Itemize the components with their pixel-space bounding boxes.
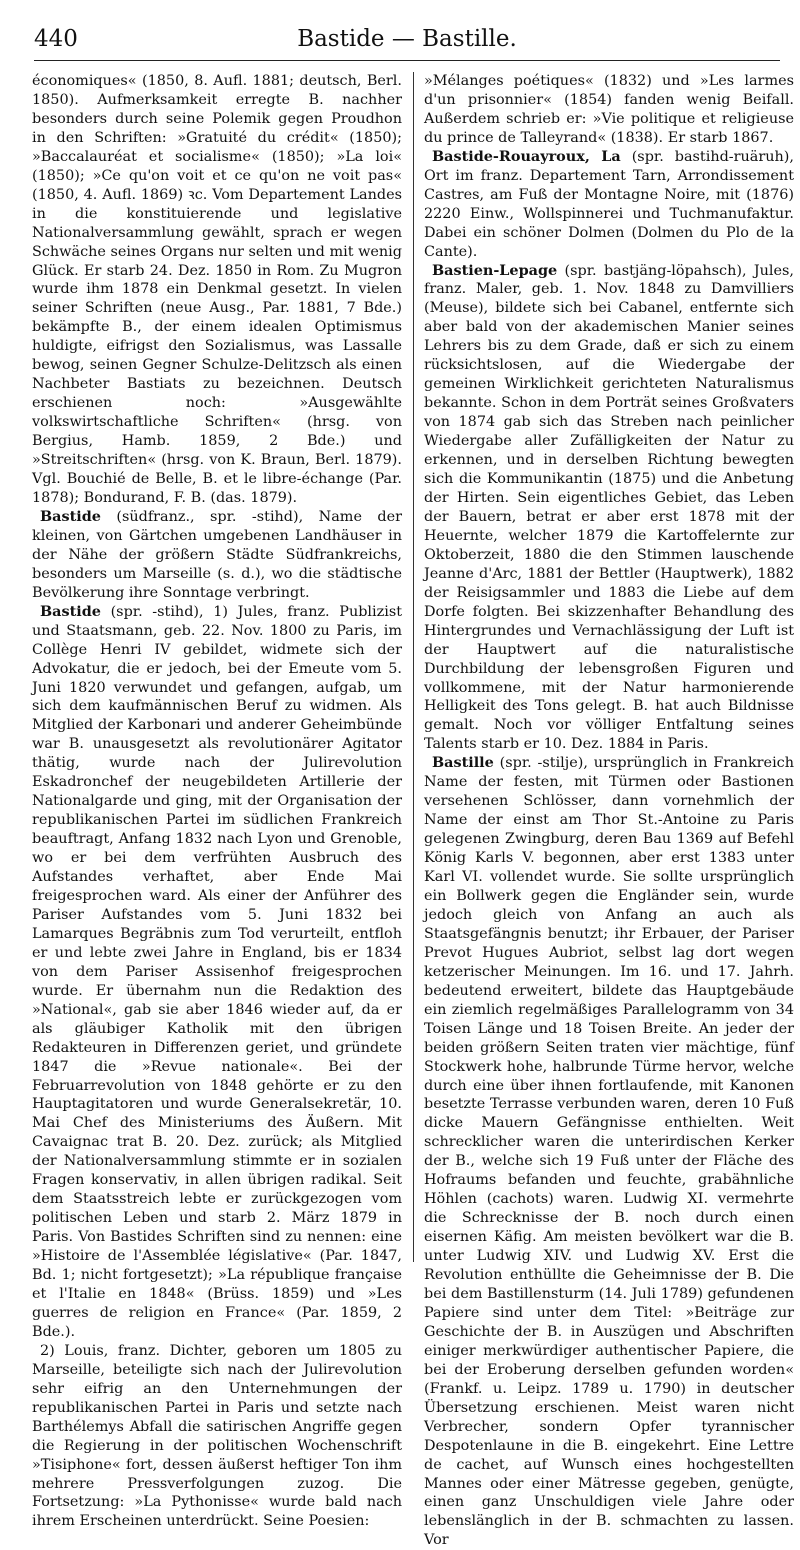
dictionary-entry	[424, 754, 794, 1550]
left-column	[32, 72, 402, 1530]
page-header	[34, 20, 780, 60]
dictionary-entry	[32, 603, 402, 1342]
entry-text: 2) Louis, franz. Dichter, geboren um 1805 zu Marseille, beteiligte sich nach der Julirevolution sehr eifrig an den Unternehmungen der republikanischen Partei in Paris und setzte nach Barthélemys Abfall die satirischen Angriffe gegen die Regierung in der politischen Wochenschrift »Tisiphone« fort, dessen äußerst heftiger Ton ihm mehrere Pressverfolgungen zuzog. Die Fortsetzung: »La Pythonisse« wurde bald nach ihrem Erscheinen unterdrückt. Seine Poesien:	[32, 1342, 402, 1530]
entry-text: »Mélanges poétiques« (1832) und »Les larmes d'un prisonnier« (1854) fanden wenig Beifall. Außerdem schrieb er: »Vie politique et religieuse du prince de Talleyrand« (1838). Er starb 1867.	[424, 73, 794, 146]
entry-headword: Bastide-Rouayroux, La	[432, 147, 621, 165]
dictionary-entry	[32, 1342, 402, 1532]
entry-text: (spr. -stilje), ursprünglich in Frankreich Name der festen, mit Türmen oder Bastionen versehenen Schlösser, dann vornehmlich der Name der einst am Thor St.-Antoine zu Paris gelegenen Zwingburg, deren Bau 1369 auf Befehl König Karls V. begonnen, aber erst 1383 unter Karl VI. vollendet wurde. Sie sollte ursprünglich ein Bollwerk gegen die Engländer sein, wurde jedoch gleich von Anfang an auch als Staatsgefängnis benutzt; ihr Erbauer, der Pariser Prevot Hugues Aubriot, selbst lag dort wegen ketzerischer Meinungen. Im 16. und 17. Jahrh. bedeutend erweitert, bildete das Hauptgebäude ein ziemlich regelmäßiges Parallelogramm von 34 Toisen Länge und 18 Toisen Breite. An jeder der beiden größern Seiten traten vier mächtige, fünf Stockwerk hohe, halbrunde Türme hervor, welche durch eine über ihnen fortlaufende, mit Kanonen besetzte Terrasse verbunden waren, deren 10 Fuß dicke Mauern Gefängnisse enthielten. Weit schrecklicher waren die unterirdischen Kerker der B., welche sich 19 Fuß unter der Fläche des Hofraums befanden und feuchte, grabähnliche Höhlen (cachots) waren. Ludwig XI. vermehrte die Schrecknisse der B. noch durch einen eisernen Käfig. Am meisten bevölkert war die B. unter Ludwig XIV. und Ludwig XV. Erst die Revolution enthüllte die Geheimnisse der B. Die bei dem Bastillensturm (14. Juli 1789) gefundenen Papiere sind unter dem Titel: »Beiträge zur Geschichte der B. in Auszügen und Abschriften einiger merkwürdiger authentischer Papiere, die bei der Eroberung derselben gefunden worden« (Frankf. u. Leipz. 1789 u. 1790) in deutscher Übersetzung erschienen. Meist waren nicht Verbrecher, sondern Opfer tyrannischer Despotenlaune in die B. eingekehrt. Eine Lettre de cachet, auf Wunsch eines hochgestellten Mannes oder einer Mätresse gegeben, genügte, einen ganz Unschuldigen viele Jahre oder lebenslänglich in der B. schmachten zu lassen. Vor	[424, 755, 794, 1549]
entry-text: (spr. bastihd-ruäruh), Ort im franz. Departement Tarn, Arrondissement Castres, am Fuß der Montagne Noire, mit (1876) 2220 Einw., Wollspinnerei und Tuchmanufaktur. Dabei ein schöner Dolmen (Dolmen du Plo de la Cante).	[424, 148, 794, 260]
entry-continuation	[32, 72, 402, 508]
entry-headword: Bastide	[40, 602, 101, 620]
page-number: 440	[34, 26, 78, 52]
column-divider	[413, 72, 414, 1262]
header-rule	[34, 60, 780, 61]
entry-text: (spr. bastjäng-löpahsch), Jules, franz. Maler, geb. 1. Nov. 1848 zu Damvilliers (Meuse), bildete sich bei Cabanel, entfernte sich aber bald von der akademischen Manier seines Lehrers bis zu dem Grade, daß er sich zu einem rücksichtslosen, auf die Wiedergabe der gemeinen Wirklichkeit gerichteten Naturalismus bekannte. Schon in dem Porträt seines Großvaters von 1874 gab sich das Streben nach peinlicher Wiedergabe aller Zufälligkeiten der Natur zu erkennen, und in derselben Richtung bewegten sich die Kommunikantin (1875) und die Anbetung der Hirten. Sein eigentliches Gebiet, das Leben der Bauern, betrat er aber erst 1878 mit der Heuernte, welcher 1879 die Kartoffelernte zur Oktoberzeit, 1880 die den Stimmen lauschende Jeanne d'Arc, 1881 der Bettler (Hauptwerk), 1882 der Reisigsammler und 1883 die Liebe auf dem Dorfe folgten. Bei skizzenhafter Behandlung des Hintergrundes und Vernachlässigung der Luft ist der Hauptwert auf die naturalistische Durchbildung der lebensgroßen Figuren und vollkommene, mit der Natur harmonierende Helligkeit des Tons gelegt. B. hat auch Bildnisse gemalt. Noch vor völliger Entfaltung seines Talents starb er 10. Dez. 1884 in Paris.	[424, 262, 794, 753]
dictionary-entry	[424, 262, 794, 755]
entry-text: économiques« (1850, 8. Aufl. 1881; deutsch, Berl. 1850). Aufmerksamkeit erregte B. nachher besonders durch seine Polemik gegen Proudhon in den Schriften: »Gratuité du crédit« (1850); »Baccalauréat et socialisme« (1850); »La loi« (1850); »Ce qu'on voit et ce qu'on ne voit pas« (1850, 4. Aufl. 1869) ꝛc. Vom Departement Landes in die konstituierende und legislative Nationalversammlung gewählt, sprach er wegen Schwäche seines Organs nur selten und mit wenig Glück. Er starb 24. Dez. 1850 in Rom. Zu Mugron wurde ihm 1878 ein Denkmal gesetzt. In vielen seiner Schriften (neue Ausg., Par. 1881, 7 Bde.) bekämpfte B., der einem idealen Optimismus huldigte, eifrigst den Sozialismus, was Lassalle bewog, seinen Gegner Schulze-Delitzsch als einen Nachbeter Bastiats zu bezeichnen. Deutsch erschienen noch: »Ausgewählte volkswirtschaftliche Schriften« (hrsg. von Bergius, Hamb. 1859, 2 Bde.) und »Streitschriften« (hrsg. von K. Braun, Berl. 1879). Vgl. Bouchié de Belle, B. et le libre-échange (Par. 1878); Bondurand, F. B. (das. 1879).	[32, 73, 402, 506]
entry-headword: Bastide	[40, 507, 101, 525]
dictionary-entry	[32, 508, 402, 603]
dictionary-entry	[424, 148, 794, 262]
right-column	[424, 72, 794, 1549]
entry-continuation	[424, 72, 794, 148]
entry-headword: Bastien-Lepage	[432, 261, 558, 279]
entry-headword: Bastille	[432, 754, 494, 772]
entry-text: (spr. -stihd), 1) Jules, franz. Publizist und Staatsmann, geb. 22. Nov. 1800 zu Paris, im Collège Henri IV gebildet, widmete sich der Advokatur, die er jedoch, bei der Emeute vom 5. Juni 1820 verwundet und gefangen, aufgab, um sich dem kaufmännischen Beruf zu widmen. Als Mitglied der Karbonari und anderer Geheimbünde war B. unausgesetzt als revolutionärer Agitator thätig, wurde nach der Julirevolution Eskadronchef der neugebildeten Artillerie der Nationalgarde und ging, mit der Organisation der republikanischen Partei im südlichen Frankreich beauftragt, Anfang 1832 nach Lyon und Grenoble, wo er bei dem verfrühten Ausbruch des Aufstandes verhaftet, aber Ende Mai freigesprochen ward. Als einer der Anführer des Pariser Aufstandes vom 5. Juni 1832 bei Lamarques Begräbnis zum Tod verurteilt, entfloh er und lebte zwei Jahre in England, bis er 1834 von dem Pariser Assisenhof freigesprochen wurde. Er übernahm nun die Redaktion des »National«, gab sie aber 1846 wieder auf, da er als gläubiger Katholik mit den übrigen Redakteuren in Differenzen geriet, und gründete 1847 die »Revue nationale«. Bei der Februarrevolution von 1848 gehörte er zu den Hauptagitatoren und wurde Generalsekretär, 10. Mai Chef des Ministeriums des Äußern. Mit Cavaignac trat B. 20. Dez. zurück; als Mitglied der Nationalversammlung stimmte er in sozialen Fragen konservativ, in allen übrigen radikal. Seit dem Staatsstreich lebte er zurückgezogen vom politischen Leben und starb 2. März 1879 in Paris. Von Bastides Schriften sind zu nennen: eine »Histoire de l'Assemblée législative« (Par. 1847, Bd. 1; nicht fortgesetzt); »La république française et l'Italie en 1848« (Brüss. 1859) und »Les guerres de religion en France« (Par. 1859, 2 Bde.).	[32, 603, 402, 1340]
entry-text: (südfranz., spr. -stihd), Name der kleinen, von Gärtchen umgebenen Landhäuser in der Nähe der größern Städte Südfrankreichs, besonders um Marseille (s. d.), wo die städtische Bevölkerung ihre Sonntage verbringt.	[32, 508, 402, 601]
running-title: Bastide — Bastille.	[297, 26, 517, 52]
